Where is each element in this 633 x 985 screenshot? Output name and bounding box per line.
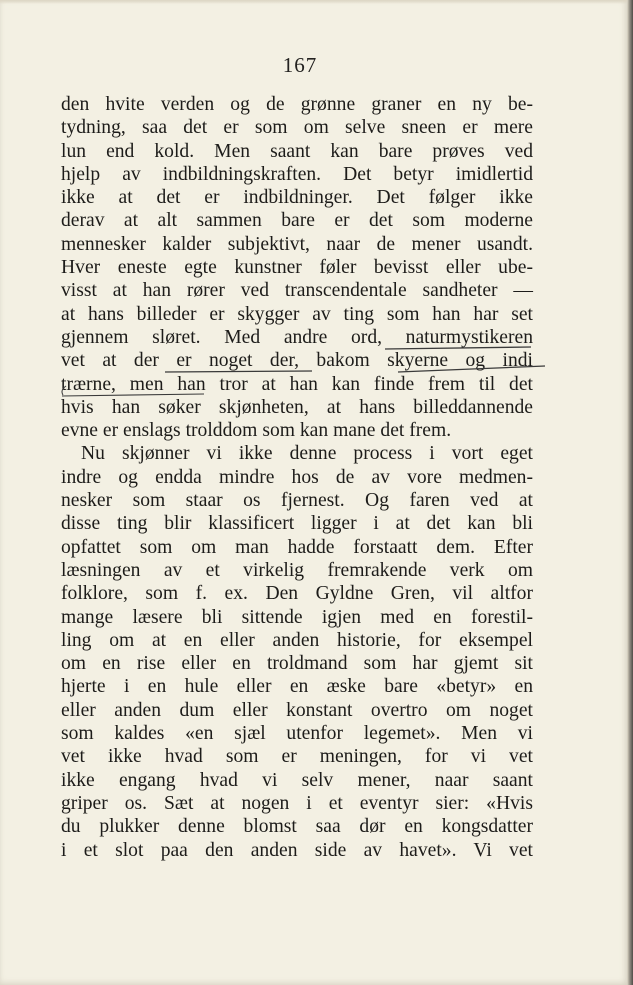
text-line: derav at alt sammen bare er det som moderne (61, 210, 533, 232)
text-line: eller anden dum eller konstant overtro om noget (61, 699, 533, 721)
text-line: folklore, som f. ex. Den Gyldne Gren, vil altfor (61, 583, 533, 605)
body-text (61, 93, 533, 862)
text-line: som kaldes «en sjæl utenfor legemet». Men vi (61, 723, 533, 745)
text-line: nesker som staar os fjernest. Og faren ved at (61, 490, 533, 512)
text-line: evne er enslags trolddom som kan mane det frem. (61, 420, 452, 442)
text-line: griper os. Sæt at nogen i et eventyr sier: «Hvis (61, 792, 533, 814)
text-line: i et slot paa den anden side av havet». Vi vet (61, 839, 533, 861)
paragraph-start-line: Nu skjønner vi ikke denne process i vort eget (81, 443, 533, 465)
text-line: læsningen av et virkelig fremrakende verk om (61, 559, 533, 581)
text-line: Hver eneste egte kunstner føler bevisst eller ube- (61, 257, 533, 279)
text-line: tydning, saa det er som om selve sneen er mere (61, 117, 533, 139)
text-line: mange læsere bli sittende igjen med en forestil- (61, 606, 533, 628)
text-line: om en rise eller en troldmand som har gjemt sit (61, 653, 533, 675)
text-line: ikke engang hvad vi selv mener, naar saant (61, 769, 533, 791)
page-edge-shadow (627, 0, 633, 985)
text-line: trærne, men han tror at han kan finde frem til det (61, 373, 533, 395)
text-line: indre og endda mindre hos de av vore medmen- (61, 466, 533, 488)
text-line: at hans billeder er skygger av ting som han har set (61, 303, 533, 325)
text-line-underlined: gjennem sløret. Med andre ord, naturmystikeren (61, 326, 533, 348)
text-line: ikke at det er indbildninger. Det følger ikke (61, 187, 533, 209)
page-top-edge (0, 0, 627, 4)
text-line: ling om at en eller anden historie, for eksempel (61, 629, 533, 651)
text-line: opfattet som om man hadde forstaatt dem. Efter (61, 536, 533, 558)
text-line-underlined: vet at der er noget der, bakom skyerne og indi (61, 350, 533, 372)
text-line: du plukker denne blomst saa dør en kongsdatter (61, 816, 533, 838)
text-line: hvis han søker skjønheten, at hans billeddannende (61, 396, 533, 418)
text-line: hjerte i en hule eller en æske bare «betyr» en (61, 676, 533, 698)
text-line: disse ting blir klassificert ligger i at det kan bli (61, 513, 533, 535)
text-line: hjelp av indbildningskraften. Det betyr imidlertid (61, 163, 533, 185)
text-line: lun end kold. Men saant kan bare prøves ved (61, 140, 533, 162)
text-line: vet ikke hvad som er meningen, for vi vet (61, 746, 533, 768)
text-line: mennesker kalder subjektivt, naar de mener usandt. (61, 233, 533, 255)
text-line: den hvite verden og de grønne graner en ny be- (61, 94, 533, 115)
page-number: 167 (282, 53, 318, 77)
text-line: visst at han rører ved transcendentale sandheter — (61, 280, 533, 302)
